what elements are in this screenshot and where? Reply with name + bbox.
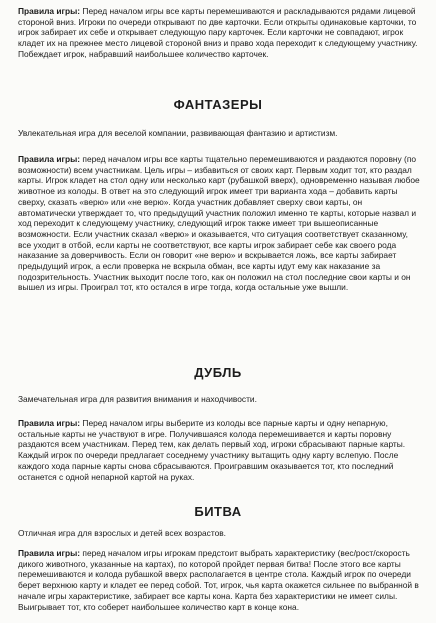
fantazery-description: Увлекательная игра для веселой компании, развивающая фантазию и артистизм. — [18, 128, 338, 138]
dubl-rules-text: Перед началом игры выберите из колоды все парные карты и одну непарную, остальные карты не участвуют в игре. Получившаяся колода перемешивается и карты поровну раздаются всем участникам. Перед тем, как делать первый ход, игроки сбрасывают парные карты. Каждый игрок по очереди предлагает соседнему участнику вытащить одну карту вслепую. После каждого хода парные карты снова сбрасываются. Проигравшим оказывается тот, кто последний останется с одной непарной картой на руках. — [18, 418, 406, 482]
intro-rules-label: Правила игры: — [18, 6, 81, 16]
dubl-rules-label: Правила игры: — [18, 418, 81, 428]
dubl-title: ДУБЛЬ — [194, 365, 242, 380]
bitva-rules-label: Правила игры: — [18, 548, 81, 558]
fantazery-rules-text: перед началом игры все карты тщательно перемешиваются и раздаются поровну (по возможности) всем участникам. Цель игры – избавиться от своих карт. Первым ходит тот, кто раздал карты. Игрок кладет на стол одну или несколько карт (рубашкой вверх), одновременно называя любое животное из колоды. В ответ на это следующий игрок имеет три варианта хода – добавить карты сверху, сказать «верю» или «не верю». Когда участник добавляет сверху свои карты, он автоматически утверждает то, что предыдущий участник положил именно те карты, которые назвал и ход переходит к следующему участнику, следующий игрок также имеет три вышеописанные возможности. Если участник сказал «верю» и оказывается, что ситуация соответствует сказанному, все уходит в отбой, если карты не соответствуют, все карты игрок забирает себе как своего рода наказание за доверчивость. Если он говорит «не верю» и вскрывается ложь, все карты забирает предыдущий игрок, а если проверка не вскрыла обман, все карты идут ему как наказание за подозрительность. Участник выходит после того, как он положил на стол последние свои карты и он вышел из игры. Проиграл тот, кто остался в игре тогда, когда остальные уже вышли. — [18, 154, 420, 293]
dubl-rules-paragraph — [18, 418, 420, 482]
dubl-description: Замечательная игра для развития внимания и находчивости. — [18, 394, 257, 404]
intro-rules-paragraph — [18, 6, 420, 60]
bitva-rules-text: перед началом игры игрокам предстоит выбрать характеристику (вес/рост/скорость дикого животного, указанные на картах), по которой пройдет первая битва! После этого все карты перемешиваются и колода рубашкой вверх располагается в центре стола. Каждый игрок по очереди берет верхнюю карту и кладет ее перед собой. Тот, игрок, чья карта окажется сильнее по выбранной в начале игры характеристике, забирает все карты кона. Карта без характеристики не имеет силы. Выигрывает тот, кто соберет наибольшее количество карт в конце кона. — [18, 548, 419, 612]
intro-rules-text: Перед началом игры все карты перемешиваются и раскладываются рядами лицевой стороной вниз. Игроки по очереди открывают по две карточки. Если открыты одинаковые карточки, то игрок забирает их себе и открывает следующую пару карточек. Если карточки не совпадают, игрок кладет их на прежнее место лицевой стороной вниз и право хода переходит к следующему участнику. Побеждает игрок, набравший наибольшее количество карточек. — [18, 6, 418, 59]
fantazery-rules-label: Правила игры: — [18, 154, 81, 164]
bitva-description: Отличная игра для взрослых и детей всех возрастов. — [18, 528, 227, 538]
bitva-rules-paragraph — [18, 548, 420, 612]
fantazery-rules-paragraph — [18, 154, 420, 293]
fantazery-title: ФАНТАЗЕРЫ — [173, 97, 263, 112]
bitva-title: БИТВА — [194, 504, 242, 519]
